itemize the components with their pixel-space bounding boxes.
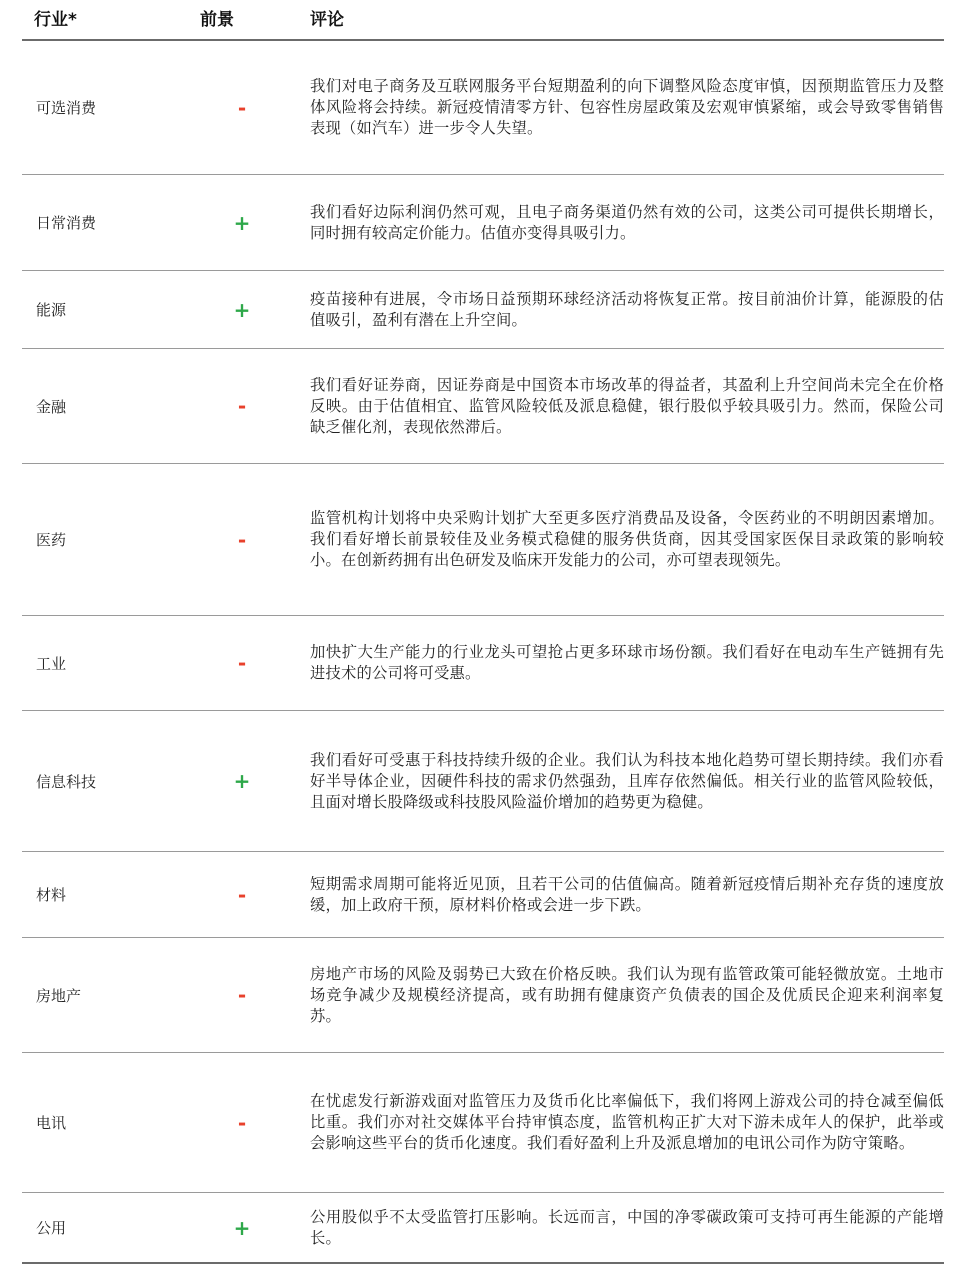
row-comment xyxy=(310,616,944,710)
row-comment-text: 短期需求周期可能将近见顶，且若干公司的估值偏高。随着新冠疫情后期补充存货的速度放缓，加上政府干预，原材料价格或会进一步下跌。 xyxy=(310,874,944,914)
row-sector: 公用 xyxy=(36,1219,67,1237)
table-header xyxy=(22,0,944,41)
row-comment-text: 我们看好证券商，因证券商是中国资本市场改革的得益者，其盈利上升空间尚未完全在价格反映。由于估值相宜、监管风险较低及派息稳健，银行股似乎较具吸引力。然而，保险公司缺乏催化剂，表现依然滞后。 xyxy=(310,375,944,436)
table-row xyxy=(22,41,944,175)
row-outlook-negative: - xyxy=(237,527,247,552)
row-comment-text: 公用股似乎不太受监管打压影响。长远而言，中国的净零碳政策可支持可再生能源的产能增长。 xyxy=(310,1207,944,1247)
table-row xyxy=(22,852,944,938)
table-row xyxy=(22,1053,944,1193)
row-outlook-positive: + xyxy=(233,1215,251,1240)
row-sector: 工业 xyxy=(36,654,67,673)
sector-outlook-table xyxy=(22,0,944,1264)
header-sector: 行业* xyxy=(34,10,77,30)
row-comment-text: 房地产市场的风险及弱势已大致在价格反映。我们认为现有监管政策可能轻微放宽。土地市场竞争减少及规模经济提高，或有助拥有健康资产负债表的国企及优质民企迎来利润率复苏。 xyxy=(310,964,944,1025)
row-sector: 能源 xyxy=(36,301,67,319)
row-outlook-negative: - xyxy=(237,983,247,1007)
row-outlook-negative: - xyxy=(237,651,247,675)
row-sector: 医药 xyxy=(36,531,67,549)
row-outlook-positive: + xyxy=(233,297,251,322)
row-comment xyxy=(310,1193,944,1262)
row-sector: 金融 xyxy=(36,397,67,416)
table-row xyxy=(22,175,944,271)
row-comment xyxy=(310,464,944,615)
row-comment xyxy=(310,175,944,270)
row-comment-text: 我们对电子商务及互联网服务平台短期盈利的向下调整风险态度审慎，因预期监管压力及整体风险将会持续。新冠疫情清零方针、包容性房屋政策及宏观审慎紧缩，或会导致零售销售表现（如汽车）进一步令人失望。 xyxy=(310,77,944,137)
header-outlook: 前景 xyxy=(200,10,234,30)
row-comment xyxy=(310,938,944,1052)
row-comment xyxy=(310,41,944,174)
row-sector: 房地产 xyxy=(36,986,82,1005)
row-comment-text: 在忧虑发行新游戏面对监管压力及货币化比率偏低下，我们将网上游戏公司的持仓减至偏低比重。我们亦对社交媒体平台持审慎态度，监管机构正扩大对下游未成年人的保护，此举或会影响这些平台的货币化速度。我们看好盈利上升及派息增加的电讯公司作为防守策略。 xyxy=(310,1092,944,1152)
row-outlook-negative: - xyxy=(237,394,247,418)
row-sector: 信息科技 xyxy=(36,772,97,791)
row-outlook-positive: + xyxy=(233,769,251,793)
row-comment xyxy=(310,852,944,937)
table-row xyxy=(22,349,944,464)
row-sector: 电讯 xyxy=(36,1114,67,1132)
table-row xyxy=(22,1193,944,1264)
row-comment xyxy=(310,349,944,463)
row-sector: 可选消费 xyxy=(36,99,97,117)
row-comment-text: 加快扩大生产能力的行业龙头可望抢占更多环球市场份额。我们看好在电动车生产链拥有先进技术的公司将可受惠。 xyxy=(310,643,944,682)
header-comment: 评论 xyxy=(310,10,344,30)
row-outlook-negative: - xyxy=(237,1110,247,1135)
row-comment-text: 疫苗接种有进展，令市场日益预期环球经济活动将恢复正常。按目前油价计算，能源股的估值吸引，盈利有潜在上升空间。 xyxy=(310,289,944,329)
row-outlook-negative: - xyxy=(237,882,247,907)
table-row xyxy=(22,938,944,1053)
row-comment-text: 监管机构计划将中央采购计划扩大至更多医疗消费品及设备，令医药业的不明朗因素增加。我们看好增长前景较佳及业务模式稳健的服务供货商，因其受国家医保目录政策的影响较小。在创新药拥有出色研发及临床开发能力的公司，亦可望表现领先。 xyxy=(310,509,944,569)
row-comment-text: 我们看好边际利润仍然可观，且电子商务渠道仍然有效的公司，这类公司可提供长期增长，同时拥有较高定价能力。估值亦变得具吸引力。 xyxy=(310,202,944,242)
row-sector: 日常消费 xyxy=(36,214,97,232)
row-comment xyxy=(310,1053,944,1192)
row-comment-text: 我们看好可受惠于科技持续升级的企业。我们认为科技本地化趋势可望长期持续。我们亦看好半导体企业，因硬件科技的需求仍然强劲，且库存依然偏低。相关行业的监管风险较低，且面对增长股降级或科技股风险溢价增加的趋势更为稳健。 xyxy=(310,750,944,811)
table-row xyxy=(22,464,944,616)
table-row xyxy=(22,711,944,852)
row-comment xyxy=(310,271,944,348)
row-outlook-negative: - xyxy=(237,95,247,120)
row-outlook-positive: + xyxy=(233,210,251,235)
row-sector: 材料 xyxy=(36,886,67,904)
row-comment xyxy=(310,711,944,851)
table-row xyxy=(22,271,944,349)
table-row xyxy=(22,616,944,711)
